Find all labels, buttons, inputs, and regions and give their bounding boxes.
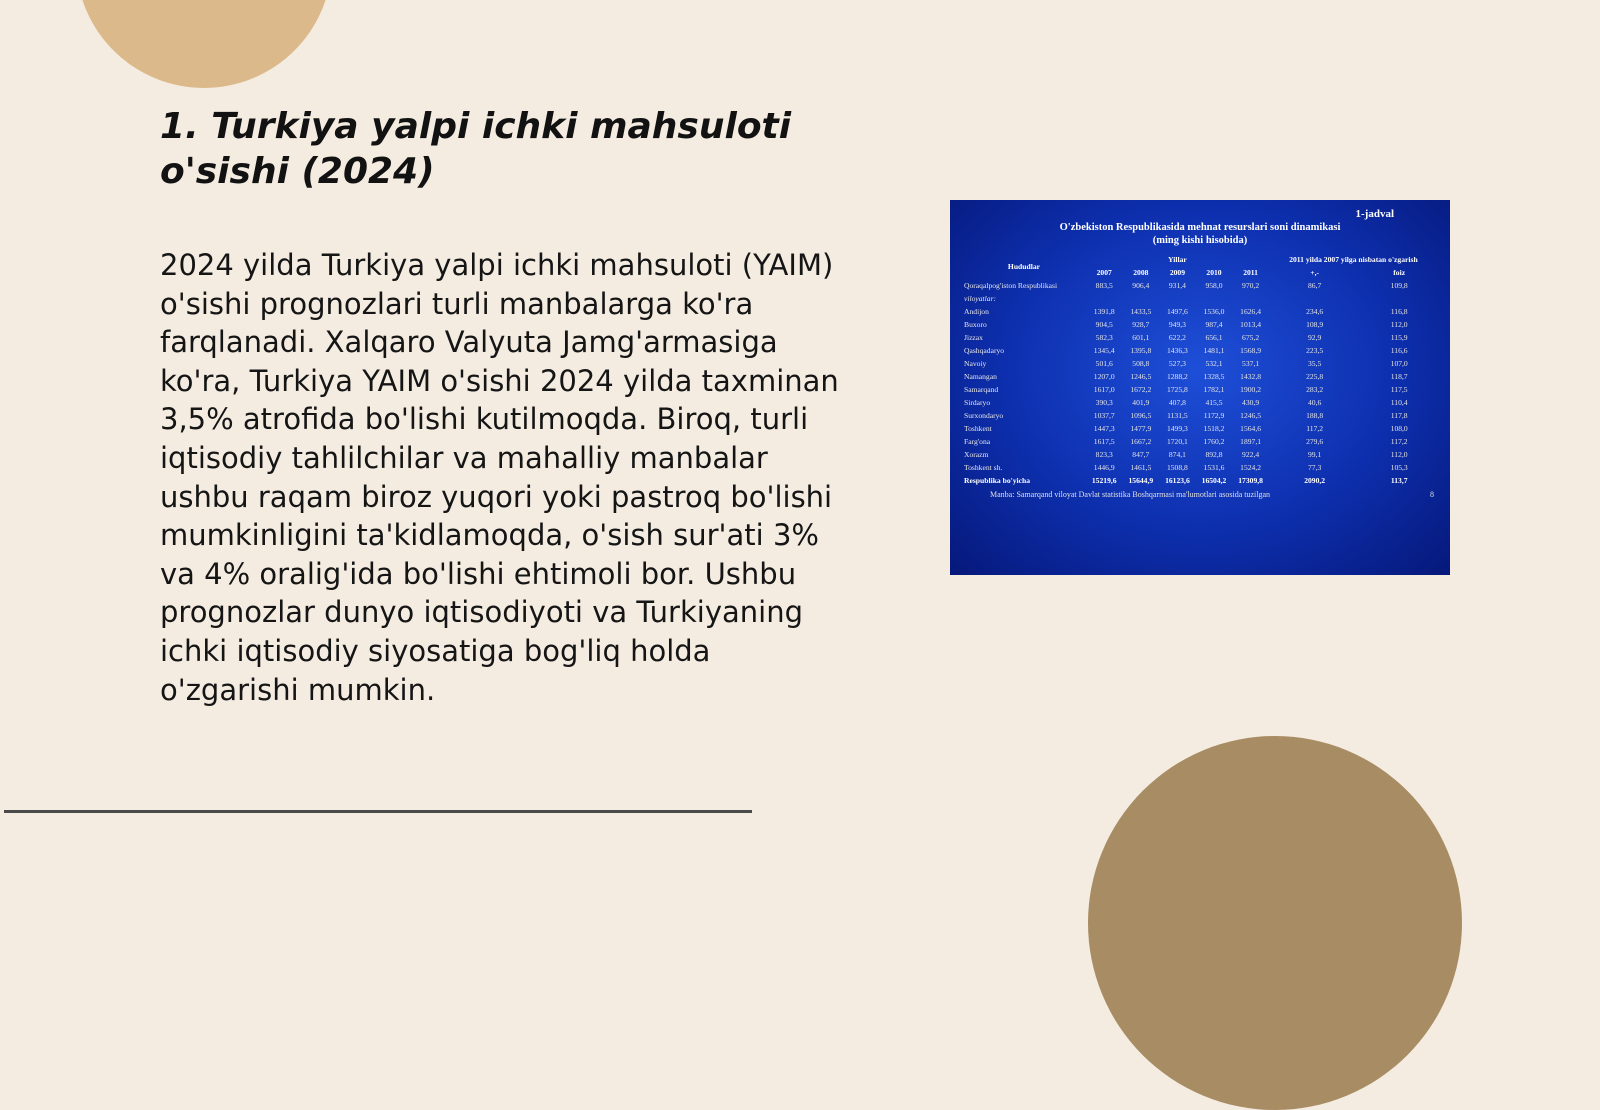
slide-body-text: 2024 yilda Turkiya yalpi ichki mahsuloti (YAIM) o'sishi prognozlari turli manbalarga ko'ra farqlanadi. Xalqaro Valyuta Jamg'armasiga ko'ra, Turkiya YAIM o'sishi 2024 yilda taxminan 3,5% atrofida bo'lishi kutilmoqda. Biroq, turli iqtisodiy tahlilchilar va mahalliy manbalar ushbu raqam biroz yuqori yoki pastroq bo'lishi mumkinligini ta'kidlamoqda, o'sish sur'ati 3% va 4% oralig'ida bo'lishi ehtimoli bor. Ushbu prognozlar dunyo iqtisodiyoti va Turkiyaning ichki iqtisodiy siyosatiga bog'liq holda o'zgarishi mumkin. bbox=[160, 248, 839, 707]
table-cell-value: 508,8 bbox=[1132, 359, 1150, 368]
table-cell-region: Sirdaryo bbox=[964, 398, 991, 407]
table-cell-value: 1013,4 bbox=[1240, 320, 1262, 329]
table-cell-value: 108,0 bbox=[1390, 424, 1408, 433]
table-title: O'zbekiston Respublikasida mehnat resurslari soni dinamikasi bbox=[1059, 222, 1341, 233]
table-cell-value: 1436,3 bbox=[1166, 346, 1188, 355]
table-cell-value: 906,4 bbox=[1132, 281, 1150, 290]
table-cell-value: 17309,8 bbox=[1238, 476, 1263, 485]
column-header-change-pct: foiz bbox=[1393, 268, 1406, 277]
table-cell-value: 527,3 bbox=[1168, 359, 1186, 368]
table-source-note: Manba: Samarqand viloyat Davlat statistika Boshqarmasi ma'lumotlari asosida tuzilgan bbox=[990, 490, 1271, 499]
table-cell-value: 279,6 bbox=[1306, 437, 1324, 446]
table-cell-value: 15644,9 bbox=[1128, 476, 1154, 485]
table-cell-value: 234,6 bbox=[1306, 307, 1324, 316]
table-row bbox=[962, 318, 1438, 331]
table-cell-value: 112,0 bbox=[1390, 450, 1408, 459]
table-cell-value: 1497,6 bbox=[1166, 307, 1188, 316]
table-cell-value: 112,0 bbox=[1390, 320, 1408, 329]
table-cell-value: 1207,0 bbox=[1093, 372, 1115, 381]
table-row bbox=[962, 279, 1438, 292]
table-cell-value: 415,5 bbox=[1205, 398, 1223, 407]
table-row bbox=[962, 305, 1438, 318]
table-cell-value: 1782,1 bbox=[1203, 385, 1225, 394]
table-cell-value: 1246,5 bbox=[1130, 372, 1152, 381]
column-header-year: 2008 bbox=[1133, 268, 1149, 277]
table-cell-value: 86,7 bbox=[1307, 281, 1322, 290]
column-header-year: 2009 bbox=[1169, 268, 1185, 277]
table-cell-value: 928,7 bbox=[1132, 320, 1150, 329]
table-cell-region: Toshkent sh. bbox=[964, 463, 1003, 472]
table-cell-value: 1391,8 bbox=[1093, 307, 1115, 316]
table-cell-value: 115,9 bbox=[1390, 333, 1408, 342]
table-cell-value: 1499,3 bbox=[1166, 424, 1188, 433]
table-cell-value: 922,4 bbox=[1242, 450, 1260, 459]
table-cell-value: 1900,2 bbox=[1240, 385, 1262, 394]
table-footer bbox=[962, 490, 1438, 499]
table-cell-value: 949,3 bbox=[1168, 320, 1186, 329]
decorative-circle-top bbox=[76, 0, 332, 88]
table-cell-value: 1447,3 bbox=[1093, 424, 1115, 433]
table-cell-value: 1395,8 bbox=[1130, 346, 1152, 355]
table-cell-value: 1667,2 bbox=[1130, 437, 1152, 446]
table-total-row bbox=[962, 474, 1438, 487]
table-cell-value: 16504,2 bbox=[1201, 476, 1227, 485]
table-cell-region: Navoiy bbox=[964, 359, 987, 368]
column-header-year: 2011 bbox=[1243, 268, 1258, 277]
column-header-change-abs: +,- bbox=[1310, 268, 1320, 277]
table-cell-region: Samarqand bbox=[964, 385, 999, 394]
table-cell-value: 1536,0 bbox=[1203, 307, 1225, 316]
table-cell-value: 1897,1 bbox=[1240, 437, 1262, 446]
table-cell-value: 601,1 bbox=[1132, 333, 1150, 342]
table-cell-value: 1518,2 bbox=[1203, 424, 1225, 433]
column-header-year: 2010 bbox=[1206, 268, 1222, 277]
table-row bbox=[962, 370, 1438, 383]
table-cell-value: 35,5 bbox=[1307, 359, 1322, 368]
table-cell-region: Jizzax bbox=[964, 333, 983, 342]
table-row bbox=[962, 422, 1438, 435]
table-cell-value: 117,2 bbox=[1390, 437, 1408, 446]
table-row bbox=[962, 409, 1438, 422]
table-cell-value: 874,1 bbox=[1168, 450, 1186, 459]
table-cell-value: 1345,4 bbox=[1093, 346, 1115, 355]
table-cell-value: 1432,8 bbox=[1240, 372, 1262, 381]
table-subtitle: (ming kishi hisobida) bbox=[1152, 235, 1248, 246]
table-cell-value: 108,9 bbox=[1306, 320, 1324, 329]
table-label: 1-jadval bbox=[1355, 208, 1394, 220]
table-cell-value: 117,5 bbox=[1390, 385, 1408, 394]
table-cell-value: 1172,9 bbox=[1203, 411, 1225, 420]
divider-line bbox=[4, 810, 752, 813]
table-cell-value: 847,7 bbox=[1132, 450, 1150, 459]
table-cell-value: 109,8 bbox=[1390, 281, 1408, 290]
table-row bbox=[962, 383, 1438, 396]
table-cell-value: 1617,5 bbox=[1093, 437, 1115, 446]
table-cell-value: 390,3 bbox=[1095, 398, 1113, 407]
table-cell-value: 1446,9 bbox=[1093, 463, 1115, 472]
table-section-row bbox=[962, 292, 1438, 305]
table-cell-value: 117,8 bbox=[1390, 411, 1408, 420]
column-header-year: 2007 bbox=[1096, 268, 1112, 277]
table-cell-region: Xorazm bbox=[964, 450, 989, 459]
table-page-number: 8 bbox=[1430, 490, 1434, 499]
table-cell-value: 107,0 bbox=[1390, 359, 1408, 368]
table-cell-value: 904,5 bbox=[1095, 320, 1113, 329]
table-cell-value: 401,9 bbox=[1132, 398, 1150, 407]
table-cell-value: 1626,4 bbox=[1240, 307, 1262, 316]
table-cell-value: 1568,9 bbox=[1240, 346, 1262, 355]
table-row bbox=[962, 448, 1438, 461]
table-section-label: viloyatlar: bbox=[964, 294, 997, 303]
table-cell-region: Buxoro bbox=[964, 320, 987, 329]
table-cell-value: 117,2 bbox=[1306, 424, 1324, 433]
table-cell-value: 77,3 bbox=[1307, 463, 1322, 472]
table-cell-value: 1461,5 bbox=[1130, 463, 1152, 472]
table-cell-value: 1096,5 bbox=[1130, 411, 1152, 420]
statistics-table bbox=[962, 253, 1438, 487]
table-cell-value: 987,4 bbox=[1205, 320, 1223, 329]
slide-title: 1. Turkiya yalpi ichki mahsuloti o'sishi (2024) bbox=[160, 106, 792, 192]
table-cell-value: 16123,6 bbox=[1165, 476, 1190, 485]
table-cell-value: 622,2 bbox=[1168, 333, 1186, 342]
table-cell-value: 1131,5 bbox=[1167, 411, 1188, 420]
column-header-regions: Hududlar bbox=[1007, 261, 1040, 271]
table-body bbox=[962, 279, 1438, 487]
column-header-years: Yillar bbox=[1168, 255, 1187, 264]
table-cell-region: Qoraqalpog'iston Respublikasi bbox=[964, 281, 1058, 290]
table-cell-value: 883,5 bbox=[1095, 281, 1113, 290]
table-cell-value: 1760,2 bbox=[1203, 437, 1225, 446]
table-cell-value: 1508,8 bbox=[1166, 463, 1188, 472]
table-cell-value: 823,3 bbox=[1095, 450, 1113, 459]
table-cell-value: 113,7 bbox=[1390, 476, 1408, 485]
table-cell-value: 537,1 bbox=[1242, 359, 1260, 368]
table-cell-value: 582,3 bbox=[1095, 333, 1113, 342]
table-cell-value: 40,6 bbox=[1307, 398, 1322, 407]
table-cell-value: 656,1 bbox=[1205, 333, 1223, 342]
table-cell-region: Toshkent bbox=[964, 424, 992, 433]
table-cell-region: Namangan bbox=[964, 372, 997, 381]
table-cell-value: 931,4 bbox=[1168, 281, 1186, 290]
table-cell-value: 430,9 bbox=[1242, 398, 1260, 407]
table-cell-value: 532,1 bbox=[1205, 359, 1223, 368]
table-row bbox=[962, 331, 1438, 344]
table-cell-value: 1037,7 bbox=[1093, 411, 1115, 420]
table-cell-value: 1672,2 bbox=[1130, 385, 1152, 394]
table-cell-value: 1524,2 bbox=[1240, 463, 1262, 472]
table-row bbox=[962, 357, 1438, 370]
table-cell-value: 1531,6 bbox=[1203, 463, 1225, 472]
table-cell-value: 283,2 bbox=[1306, 385, 1324, 394]
table-cell-value: 223,5 bbox=[1306, 346, 1324, 355]
table-row bbox=[962, 435, 1438, 448]
table-cell-value: 225,8 bbox=[1306, 372, 1324, 381]
table-cell-region: Respublika bo'yicha bbox=[964, 476, 1031, 485]
table-cell-value: 92,9 bbox=[1307, 333, 1322, 342]
table-cell-value: 118,7 bbox=[1390, 372, 1408, 381]
table-cell-region: Andijon bbox=[964, 307, 989, 316]
table-cell-value: 116,6 bbox=[1390, 346, 1408, 355]
table-cell-value: 1433,5 bbox=[1130, 307, 1152, 316]
statistics-table-image bbox=[950, 200, 1450, 575]
table-cell-value: 892,8 bbox=[1205, 450, 1223, 459]
table-cell-region: Farg'ona bbox=[964, 437, 991, 446]
table-cell-value: 1328,5 bbox=[1203, 372, 1225, 381]
table-cell-value: 1246,5 bbox=[1240, 411, 1262, 420]
table-cell-value: 1725,8 bbox=[1166, 385, 1188, 394]
table-cell-value: 1477,9 bbox=[1130, 424, 1152, 433]
table-cell-value: 99,1 bbox=[1307, 450, 1322, 459]
table-cell-value: 15219,6 bbox=[1091, 476, 1117, 485]
table-cell-value: 970,2 bbox=[1242, 281, 1260, 290]
table-cell-value: 1617,0 bbox=[1093, 385, 1115, 394]
table-row bbox=[962, 344, 1438, 357]
table-cell-value: 105,3 bbox=[1390, 463, 1408, 472]
table-row bbox=[962, 461, 1438, 474]
table-cell-value: 1720,1 bbox=[1166, 437, 1188, 446]
table-cell-value: 958,0 bbox=[1205, 281, 1223, 290]
table-cell-value: 1288,2 bbox=[1166, 372, 1188, 381]
table-cell-value: 675,2 bbox=[1242, 333, 1260, 342]
table-cell-region: Surxondaryo bbox=[964, 411, 1004, 420]
table-cell-value: 116,8 bbox=[1390, 307, 1408, 316]
table-cell-value: 501,6 bbox=[1095, 359, 1113, 368]
table-cell-value: 407,8 bbox=[1168, 398, 1186, 407]
table-cell-value: 188,8 bbox=[1306, 411, 1324, 420]
table-cell-value: 1481,1 bbox=[1203, 346, 1225, 355]
decorative-circle-bottom bbox=[1088, 736, 1462, 1110]
table-row bbox=[962, 396, 1438, 409]
table-cell-value: 2090,2 bbox=[1304, 476, 1326, 485]
column-header-change: 2011 yilda 2007 yilga nisbatan o'zgarish bbox=[1289, 255, 1418, 264]
table-cell-region: Qashqadaryo bbox=[964, 346, 1005, 355]
table-cell-value: 110,4 bbox=[1390, 398, 1408, 407]
table-cell-value: 1564,6 bbox=[1240, 424, 1262, 433]
